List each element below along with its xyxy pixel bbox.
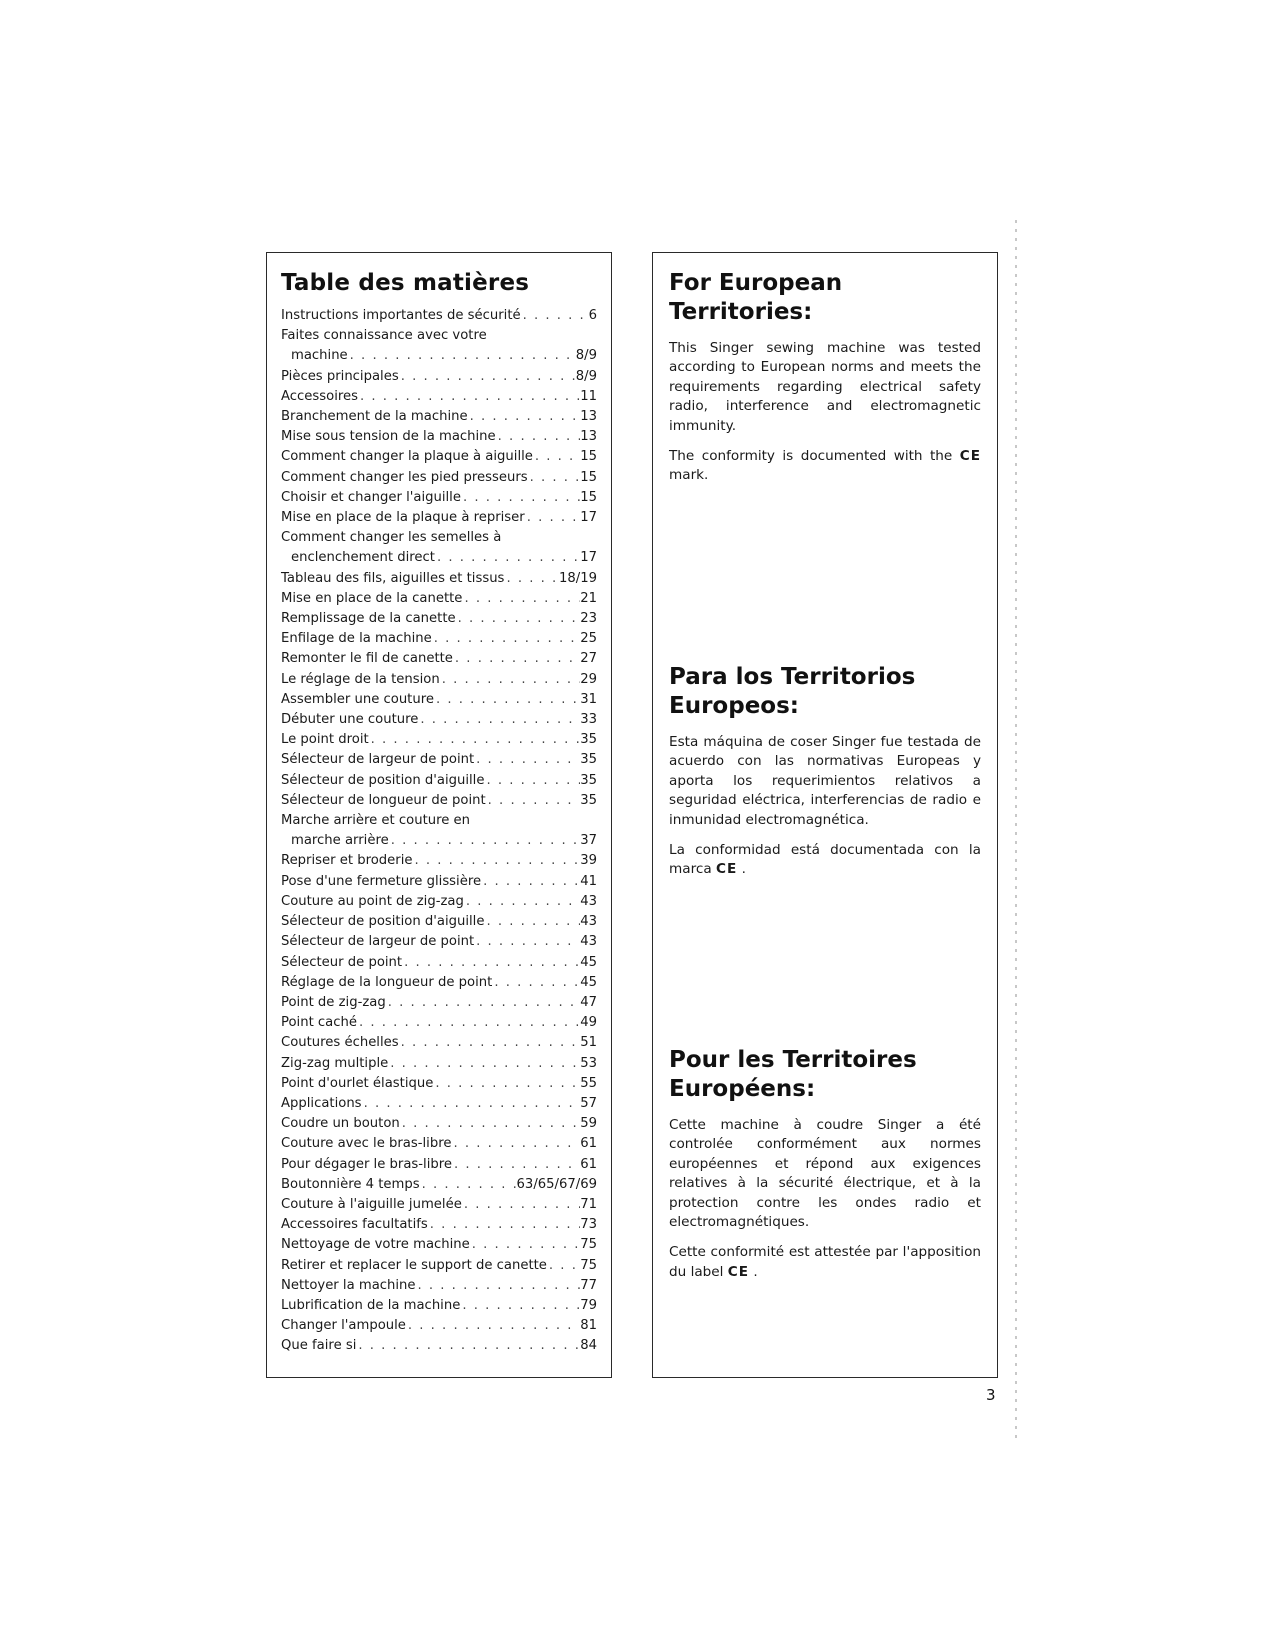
toc-entry — [281, 932, 597, 952]
toc-dot-leader — [369, 730, 581, 750]
toc-dot-leader — [399, 1033, 581, 1053]
toc-line — [281, 1054, 597, 1074]
toc-line — [281, 649, 597, 669]
toc-line — [281, 346, 597, 366]
toc-entry-label: Pose d'une fermeture glissière — [281, 873, 482, 889]
toc-entry — [281, 771, 597, 791]
toc-entry-page: 61 — [580, 1136, 597, 1152]
toc-dot-leader — [521, 306, 589, 326]
toc-line — [281, 690, 597, 710]
toc-line — [281, 811, 597, 831]
toc-line — [281, 973, 597, 993]
toc-line — [281, 387, 597, 407]
toc-line — [281, 953, 597, 973]
toc-line — [281, 892, 597, 912]
toc-entry — [281, 670, 597, 690]
toc-dot-leader — [486, 791, 581, 811]
toc-entry-page: 8/9 — [575, 348, 597, 364]
toc-dot-leader — [420, 1175, 517, 1195]
section-title-es: Para los Territorios Europeos: — [669, 664, 916, 719]
toc-dot-leader — [402, 953, 580, 973]
toc-line — [281, 1013, 597, 1033]
toc-entry-label: Repriser et broderie — [281, 853, 413, 869]
toc-dot-leader — [416, 1276, 581, 1296]
section-conformity-fr — [669, 1243, 981, 1282]
toc-line — [281, 508, 597, 528]
toc-entry-label: Sélecteur de position d'aiguille — [281, 772, 485, 788]
toc-entry — [281, 1235, 597, 1255]
toc-entry-page: 61 — [580, 1156, 597, 1172]
toc-entry-page: 33 — [580, 712, 597, 728]
toc-entry-page: 71 — [580, 1196, 597, 1212]
toc-entry-label: Instructions importantes de sécurité — [281, 308, 521, 323]
toc-entry-page: 45 — [580, 954, 597, 970]
toc-entry-page: 55 — [580, 1075, 597, 1091]
toc-entry-label: Coutures échelles — [281, 1035, 399, 1051]
conformity-text-end: . — [753, 1263, 758, 1280]
toc-line — [281, 710, 597, 730]
toc-dot-leader — [504, 569, 559, 589]
toc-entry — [281, 427, 597, 447]
toc-line — [281, 447, 597, 467]
toc-entry — [281, 367, 597, 387]
toc-entry-label: Faites connaissance avec votre — [281, 328, 487, 344]
toc-entry-page: 23 — [580, 611, 597, 627]
toc-entry — [281, 387, 597, 407]
toc-line — [281, 670, 597, 690]
toc-dot-leader — [357, 1013, 580, 1033]
toc-entry — [281, 1094, 597, 1114]
toc-entry — [281, 912, 597, 932]
toc-entry-label: Retirer et replacer le support de canette — [281, 1257, 547, 1273]
toc-entry — [281, 1316, 597, 1336]
toc-line — [281, 488, 597, 508]
toc-dot-leader — [388, 1054, 580, 1074]
toc-line — [281, 932, 597, 952]
toc-entry-label: Tableau des fils, aiguilles et tissus — [281, 570, 505, 586]
toc-entry — [281, 710, 597, 730]
scan-edge-artifact — [1015, 220, 1017, 1440]
toc-entry — [281, 629, 597, 649]
toc-entry-label: Comment changer les semelles à — [281, 530, 502, 546]
toc-dot-leader — [412, 851, 580, 871]
toc-entry-label: Accessoires — [281, 388, 358, 404]
toc-dot-leader — [460, 1296, 580, 1316]
toc-line — [281, 750, 597, 770]
toc-entry — [281, 1074, 597, 1094]
toc-entry-page: 35 — [580, 752, 597, 768]
toc-entry-label: Assembler une couture — [281, 691, 434, 707]
toc-entry-label: Mise en place de la plaque à repriser — [281, 510, 525, 526]
toc-entry — [281, 1114, 597, 1134]
toc-entry — [281, 1155, 597, 1175]
toc-dot-leader — [435, 548, 580, 568]
toc-dot-leader — [434, 690, 580, 710]
toc-line — [281, 1256, 597, 1276]
toc-entry-label: Enfilage de la machine — [281, 631, 432, 647]
toc-entry-page: 8/9 — [575, 368, 597, 384]
toc-entry-label: Débuter une couture — [281, 712, 419, 728]
toc-dot-leader — [470, 1235, 580, 1255]
toc-entry-page: 37 — [580, 833, 597, 849]
toc-line — [281, 1134, 597, 1154]
toc-entry — [281, 811, 597, 851]
toc-dot-leader — [474, 932, 580, 952]
toc-dot-leader — [461, 488, 580, 508]
toc-entry-label: Nettoyage de votre machine — [281, 1237, 470, 1253]
toc-line — [281, 609, 597, 629]
toc-dot-leader — [525, 508, 581, 528]
toc-entry-page: 17 — [580, 550, 597, 566]
toc-entry-label: Point d'ourlet élastique — [281, 1075, 434, 1091]
toc-entry — [281, 1256, 597, 1276]
toc-entry-page: 27 — [580, 651, 597, 667]
toc-entry-label: Point de zig-zag — [281, 994, 386, 1010]
toc-entry — [281, 468, 597, 488]
section-title-en: For European Territories: — [669, 270, 843, 325]
toc-entry-page: 21 — [580, 590, 597, 606]
toc-line — [281, 831, 597, 851]
toc-entry-page: 31 — [580, 691, 597, 707]
section-european-territories-fr — [669, 1046, 981, 1293]
toc-line — [281, 427, 597, 447]
toc-dot-leader — [400, 1114, 580, 1134]
toc-entry-page: 84 — [580, 1338, 597, 1354]
toc-dot-leader — [440, 670, 581, 690]
toc-entry — [281, 1033, 597, 1053]
toc-line — [281, 1094, 597, 1114]
toc-entry-page: 35 — [580, 732, 597, 748]
toc-dot-leader — [348, 346, 576, 366]
toc-line — [281, 1033, 597, 1053]
toc-entry — [281, 1215, 597, 1235]
toc-entry-label: Accessoires facultatifs — [281, 1217, 428, 1233]
toc-entry-label: Le point droit — [281, 732, 369, 748]
toc-dot-leader — [474, 750, 580, 770]
conformity-text: La conformidad está documentada con la marca — [669, 842, 981, 878]
toc-entry — [281, 1276, 597, 1296]
toc-entry-label: Remonter le fil de canette — [281, 651, 453, 667]
toc-dot-leader — [462, 1195, 580, 1215]
toc-entry-page: 35 — [580, 792, 597, 808]
toc-dot-leader — [464, 892, 580, 912]
toc-entry-label: Sélecteur de longueur de point — [281, 792, 486, 808]
toc-entry-label: Sélecteur de position d'aiguille — [281, 914, 485, 930]
toc-dot-leader — [433, 1074, 580, 1094]
toc-entry-page: 59 — [580, 1116, 597, 1132]
toc-entry — [281, 1336, 597, 1356]
section-title-fr: Pour les Territoires Européens: — [669, 1047, 917, 1102]
toc-entry — [281, 993, 597, 1013]
toc-line — [281, 1074, 597, 1094]
toc-entry — [281, 488, 597, 508]
toc-entry-page: 39 — [580, 853, 597, 869]
toc-entry — [281, 1013, 597, 1033]
toc-entry-page: 6 — [588, 308, 597, 323]
toc-entry-page: 43 — [580, 934, 597, 950]
toc-line — [281, 771, 597, 791]
toc-dot-leader — [362, 1094, 581, 1114]
toc-line — [281, 468, 597, 488]
toc-line — [281, 306, 597, 326]
toc-dot-leader — [492, 973, 580, 993]
toc-entry-label: Sélecteur de largeur de point — [281, 934, 475, 950]
toc-entry-label: Remplissage de la canette — [281, 611, 456, 627]
toc-dot-leader — [484, 912, 580, 932]
toc-entry-label: Le réglage de la tension — [281, 671, 440, 687]
toc-line — [281, 1235, 597, 1255]
toc-line — [281, 1155, 597, 1175]
toc-dot-leader — [418, 710, 580, 730]
toc-entry-label: Branchement de la machine — [281, 409, 468, 425]
toc-entry-label: Point caché — [281, 1015, 357, 1031]
toc-entry-page: 15 — [580, 489, 597, 505]
toc-entry-label: Mise sous tension de la machine — [281, 429, 496, 445]
section-conformity-en — [669, 447, 981, 486]
toc-list — [281, 306, 597, 1357]
section-european-territories-en — [669, 269, 981, 497]
toc-entry-label: Mise en place de la canette — [281, 590, 463, 606]
toc-dot-leader — [399, 367, 576, 387]
toc-entry-label: Nettoyer la machine — [281, 1277, 416, 1293]
toc-line — [281, 548, 597, 568]
toc-entry — [281, 953, 597, 973]
toc-entry-label: Couture avec le bras-libre — [281, 1136, 452, 1152]
section-body-es: Esta máquina de coser Singer fue testada de acuerdo con las normativas Europeas y aporta los requerimientos relativos a seguridad eléctrica, interferencias de radio e inmunidad electromagnética. — [669, 734, 981, 828]
toc-entry-page: 63/65/67/69 — [516, 1176, 597, 1192]
toc-dot-leader — [481, 872, 580, 892]
page-number: 3 — [986, 1386, 996, 1404]
toc-entry — [281, 1054, 597, 1074]
toc-entry-page: 49 — [580, 1015, 597, 1031]
toc-entry-label: Pièces principales — [281, 368, 399, 384]
toc-dot-leader — [533, 447, 580, 467]
toc-entry-label: machine — [291, 348, 348, 364]
toc-entry-page: 29 — [580, 671, 597, 687]
toc-entry-label: Pour dégager le bras-libre — [281, 1156, 452, 1172]
toc-entry — [281, 892, 597, 912]
toc-line — [281, 791, 597, 811]
toc-dot-leader — [432, 629, 581, 649]
toc-dot-leader — [456, 609, 581, 629]
toc-entry-page: 81 — [580, 1318, 597, 1334]
toc-dot-leader — [389, 831, 581, 851]
toc-dot-leader — [547, 1256, 580, 1276]
toc-dot-leader — [406, 1316, 580, 1336]
toc-entry-label: Comment changer les pied presseurs — [281, 469, 528, 485]
toc-entry-page: 47 — [580, 994, 597, 1010]
toc-entry-page: 13 — [580, 429, 597, 445]
ce-mark: CE — [727, 1263, 750, 1280]
toc-entry — [281, 609, 597, 629]
toc-line — [281, 851, 597, 871]
section-body-fr: Cette machine à coudre Singer a été controlée conformément aux normes européennes et répond aux exigences relatives à la sécurité électrique, et à la protection contre les ondes radio et electromagnétiques. — [669, 1117, 981, 1231]
toc-line — [281, 1276, 597, 1296]
toc-entry — [281, 730, 597, 750]
toc-title: Table des matières — [281, 270, 530, 296]
toc-line — [281, 1316, 597, 1336]
toc-line — [281, 730, 597, 750]
toc-entry — [281, 447, 597, 467]
toc-dot-leader — [358, 387, 580, 407]
toc-entry-page: 57 — [580, 1095, 597, 1111]
toc-entry — [281, 1195, 597, 1215]
toc-entry — [281, 528, 597, 568]
toc-entry-page: 51 — [580, 1035, 597, 1051]
toc-line — [281, 367, 597, 387]
toc-dot-leader — [462, 589, 580, 609]
conformity-text: Cette conformité est attestée par l'apposition du label — [669, 1244, 981, 1280]
toc-line — [281, 993, 597, 1013]
toc-entry-page: 73 — [580, 1217, 597, 1233]
toc-line — [281, 1336, 597, 1356]
toc-entry-page: 25 — [580, 631, 597, 647]
toc-entry — [281, 1175, 597, 1195]
toc-entry — [281, 306, 597, 326]
conformity-text-end: mark. — [669, 467, 709, 484]
toc-entry — [281, 1134, 597, 1154]
toc-entry-label: Que faire si — [281, 1338, 357, 1354]
toc-entry — [281, 690, 597, 710]
toc-entry-page: 77 — [580, 1277, 597, 1293]
toc-entry — [281, 872, 597, 892]
toc-dot-leader — [428, 1215, 580, 1235]
toc-entry-page: 41 — [580, 873, 597, 889]
toc-line — [281, 1175, 597, 1195]
toc-entry-label: Sélecteur de largeur de point — [281, 752, 475, 768]
toc-entry-page: 17 — [580, 510, 597, 526]
toc-line — [281, 912, 597, 932]
toc-entry-label: Changer l'ampoule — [281, 1318, 406, 1334]
toc-entry-label: Lubrification de la machine — [281, 1297, 461, 1313]
toc-line — [281, 1195, 597, 1215]
toc-entry — [281, 750, 597, 770]
toc-entry-label: Couture au point de zig-zag — [281, 893, 464, 909]
toc-line — [281, 326, 597, 346]
toc-line — [281, 528, 597, 548]
toc-entry-label: Coudre un bouton — [281, 1116, 400, 1132]
toc-entry-page: 15 — [580, 449, 597, 465]
toc-dot-leader — [451, 1134, 580, 1154]
toc-entry — [281, 851, 597, 871]
toc-entry-page: 11 — [580, 388, 597, 404]
toc-entry-page: 43 — [580, 893, 597, 909]
toc-entry-label: Réglage de la longueur de point — [281, 974, 493, 990]
toc-entry-label: Marche arrière et couture en — [281, 813, 471, 829]
section-european-territories-es — [669, 663, 981, 891]
toc-line — [281, 629, 597, 649]
toc-dot-leader — [528, 468, 581, 488]
table-of-contents-box — [266, 252, 612, 1378]
toc-line — [281, 1215, 597, 1235]
toc-entry-label: Applications — [281, 1095, 362, 1111]
toc-line — [281, 872, 597, 892]
toc-entry-label: Choisir et changer l'aiguille — [281, 489, 461, 505]
toc-entry-page: 45 — [580, 974, 597, 990]
toc-entry-page: 75 — [580, 1237, 597, 1253]
ce-mark: CE — [959, 448, 981, 465]
toc-entry-page: 13 — [580, 409, 597, 425]
ce-mark: CE — [716, 861, 738, 878]
toc-line — [281, 407, 597, 427]
toc-entry-page: 53 — [580, 1055, 597, 1071]
toc-entry — [281, 407, 597, 427]
toc-dot-leader — [356, 1336, 580, 1356]
toc-entry — [281, 589, 597, 609]
toc-line — [281, 569, 597, 589]
toc-entry-label: Sélecteur de point — [281, 954, 403, 970]
toc-dot-leader — [453, 649, 580, 669]
toc-line — [281, 1114, 597, 1134]
toc-line — [281, 1296, 597, 1316]
toc-entry-label: Zig-zag multiple — [281, 1055, 389, 1071]
conformity-text: The conformity is documented with the — [669, 448, 953, 465]
toc-entry — [281, 326, 597, 366]
toc-dot-leader — [468, 407, 581, 427]
toc-entry-label: Couture à l'aiguille jumelée — [281, 1196, 462, 1212]
conformity-text-end: . — [741, 861, 746, 878]
toc-entry-label: Boutonnière 4 temps — [281, 1176, 420, 1192]
toc-dot-leader — [452, 1155, 580, 1175]
conformity-box — [652, 252, 998, 1378]
toc-entry-page: 35 — [580, 772, 597, 788]
section-body-en: This Singer sewing machine was tested according to European norms and meets the requirements regarding electrical safety radio, interference and electromagnetic immunity. — [669, 340, 981, 434]
section-conformity-es — [669, 841, 981, 880]
toc-dot-leader — [496, 427, 581, 447]
toc-entry-page: 18/19 — [558, 570, 597, 586]
toc-entry — [281, 649, 597, 669]
toc-entry — [281, 973, 597, 993]
toc-entry — [281, 791, 597, 811]
toc-dot-leader — [484, 771, 580, 791]
toc-entry — [281, 1296, 597, 1316]
toc-entry-label: enclenchement direct — [291, 550, 435, 566]
toc-entry-label: marche arrière — [291, 833, 389, 849]
toc-entry — [281, 569, 597, 589]
toc-dot-leader — [386, 993, 581, 1013]
toc-entry — [281, 508, 597, 528]
toc-line — [281, 589, 597, 609]
toc-entry-page: 43 — [580, 914, 597, 930]
toc-entry-page: 15 — [580, 469, 597, 485]
toc-entry-page: 79 — [580, 1297, 597, 1313]
toc-entry-label: Comment changer la plaque à aiguille — [281, 449, 533, 465]
toc-entry-page: 75 — [580, 1257, 597, 1273]
